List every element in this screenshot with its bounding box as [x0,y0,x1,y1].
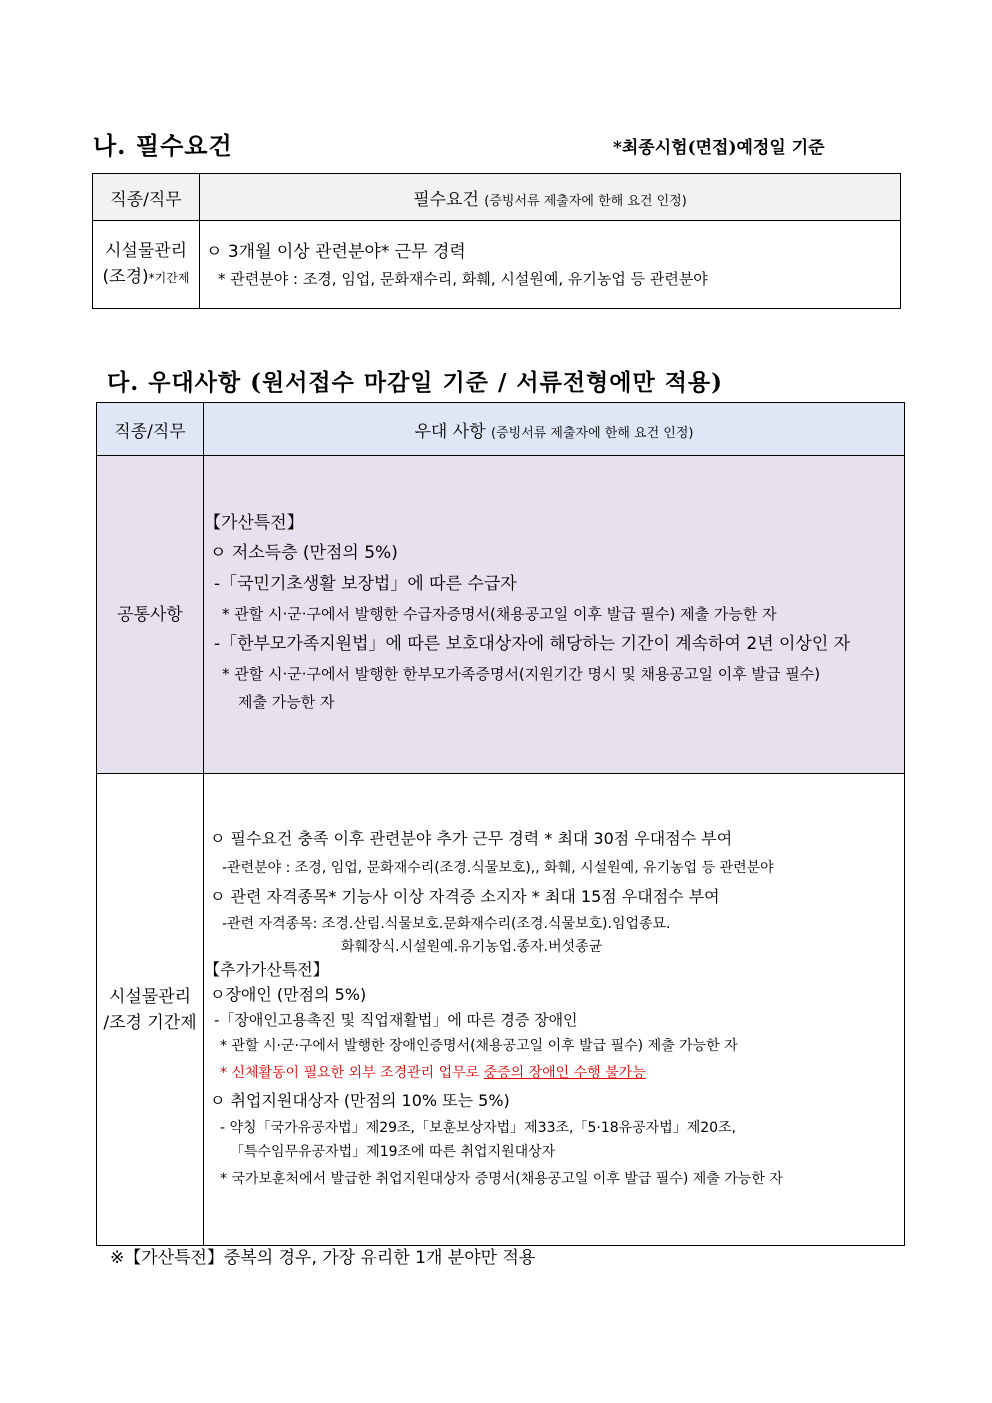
header-requirements-main: 필수요건 [413,189,479,210]
facility-line-warning [204,1060,904,1086]
facility-line-laws-1: - 약칭「국가유공자법」제29조,「보훈보상자법」제33조,「5·18유공자법」제20조, [220,1120,737,1136]
row-requirements-cell [200,221,901,309]
facility-line-disabled: ㅇ장애인 (만점의 5%) [210,985,367,1004]
row-label-line2: (조경) [102,267,149,287]
header-requirements [200,174,901,221]
facility-line-employment-support: ㅇ 취업지원대상자 (만점의 10% 또는 5%) [210,1091,510,1110]
common-line-recipient-cert: * 관할 시·군·구에서 발행한 수급자증명서(채용공고일 이후 발급 필수) 제출 가능한 자 [222,605,777,623]
facility-label-line1: 시설물관리 [108,986,192,1007]
row-label-facility-2 [97,774,204,1246]
header-job-title-text: 직종/직무 [110,189,182,210]
common-line-low-income: ㅇ 저소득층 (만점의 5%) [210,543,398,563]
common-line-basic-living: -「국민기초생활 보장법」에 따른 수급자 [214,574,517,594]
warning-prefix: * 신체활동이 필요한 외부 조경관리 업무로 [220,1065,484,1081]
facility-content-cell [204,774,905,1246]
row-label-line1: 시설물관리 [104,241,188,261]
facility-line-extra-bonus-title: 【추가가산특전】 [204,960,329,979]
row-label-common [97,456,204,774]
common-line-submit: 제출 가능한 자 [238,693,335,711]
row-label-line2-sub: *기간제 [148,271,190,285]
warning-underlined: 중증의 장애인 수행 불가능 [483,1065,646,1081]
common-line-single-parent: -「한부모가족지원법」에 따른 보호대상자에 해당하는 기간이 계속하여 2년 이상인 자 [214,634,851,654]
preferences-table [96,402,905,1246]
facility-line-license: ㅇ 관련 자격종목* 기능사 이상 자격증 소지자 * 최대 15점 우대점수 부여 [210,887,720,906]
row-label-facility [93,221,200,309]
section-na-title: 나. 필수요건 [93,131,233,160]
facility-line-disabled-law: -「장애인고용촉진 및 직업재활법」에 따른 경증 장애인 [214,1011,578,1029]
common-line-single-parent-cert: * 관할 시·군·구에서 발행한 한부모가족증명서(지원기간 명시 및 채용공고일 이후 발급 필수) [222,665,821,683]
section-da-title: 다. 우대사항 (원서접수 마감일 기준 / 서류전형에만 적용) [107,369,724,396]
facility-line-license-list-2: 화훼장식.시설원예.유기농업.종자.버섯종균 [341,939,603,955]
facility-line-disabled-cert: * 관할 시·군·구에서 발행한 장애인증명서(채용공고일 이후 발급 필수) 제출 가능한 자 [220,1038,738,1054]
common-line-bonus-title: 【가산특전】 [204,513,304,533]
header-job-title-2-text: 직종/직무 [114,421,186,442]
requirement-line-2: * 관련분야 : 조경, 임업, 문화재수리, 화훼, 시설원예, 유기농업 등 관련분야 [218,269,708,288]
facility-line-related-fields: -관련분야 : 조경, 임업, 문화재수리(조경.식물보호),, 화훼, 시설원예, 유기농업 등 관련분야 [222,860,774,876]
facility-label-line2: /조경 기간제 [103,1012,197,1033]
requirement-line-1: ㅇ 3개월 이상 관련분야* 근무 경력 [206,241,466,262]
facility-line-veterans-cert: * 국가보훈처에서 발급한 취업지원대상자 증명서(채용공고일 이후 발급 필수) 제출 가능한 자 [220,1171,783,1187]
header-preferences-main: 우대 사항 [414,421,486,442]
header-job-title [93,174,200,221]
header-requirements-sub: (증빙서류 제출자에 한해 요건 인정) [484,193,687,209]
header-job-title-2 [97,403,204,456]
header-preferences [204,403,905,456]
common-content-cell [204,456,905,774]
facility-line-extra-career: ㅇ 필수요건 충족 이후 관련분야 추가 근무 경력 * 최대 30점 우대점수 부여 [210,829,733,848]
facility-line-license-list-1: -관련 자격종목: 조경.산림.식물보호.문화재수리(조경.식물보호).임업종묘. [222,916,671,932]
header-preferences-sub: (증빙서류 제출자에 한해 요건 인정) [491,425,694,441]
section-na-note: *최종시험(면접)예정일 기준 [613,138,825,158]
facility-line-laws-2: 「특수임무유공자법」제19조에 따른 취업지원대상자 [230,1144,556,1160]
requirements-table [92,173,901,309]
common-label-text: 공통사항 [117,604,183,625]
footer-note: ※【가산특전】중복의 경우, 가장 유리한 1개 분야만 적용 [110,1248,536,1268]
